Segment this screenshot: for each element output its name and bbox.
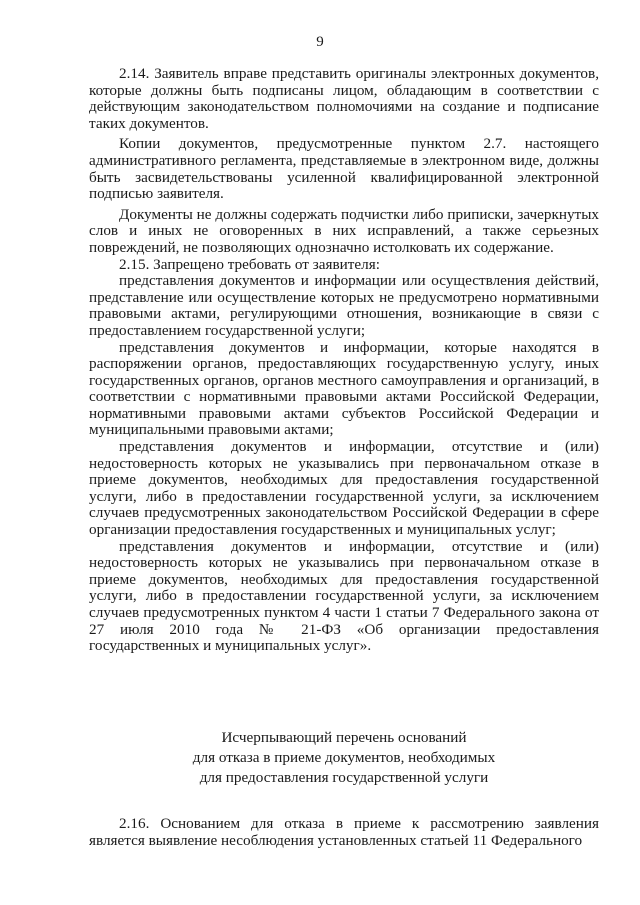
section-heading-line-3: для предоставления государственной услуги [199, 769, 489, 786]
page-number: 9 [316, 34, 324, 50]
paragraph-2-14: 2.14. Заявитель вправе представить оригиналы электронных документов, которые должны быть подписаны лицом, обладающим в соответствии с действующим законодательством полномочиями на создание и подписание таких документов. [89, 65, 599, 132]
section-heading-line-2: для отказа в приеме документов, необходимых [192, 749, 496, 766]
document-body [89, 66, 599, 655]
paragraph-no-erasures: Документы не должны содержать подчистки либо приписки, зачеркнутых слов и иных не оговоренных в них исправлений, а также серьезных повреждений, не позволяющих однозначно истолковать их содержание. [89, 205, 599, 256]
list-item-unreliable-docs-law: представления документов и информации, отсутствие и (или) недостоверность которых не указывались при первоначальном отказе в приеме документов, необходимых для предоставления государственной услуги, либо в предоставлении государственной услуги, за исключением случаев предусмотренных законодательством Российской Федерации в сфере организации предоставления государственных и муниципальных услуг; [89, 438, 599, 539]
list-item-unreliable-docs-210fz: представления документов и информации, отсутствие и (или) недостоверность которых не указывались при первоначальном отказе в приеме документов, необходимых для предоставления государственной услуги, либо в предоставлении государственной услуги, за исключением случаев предусмотренных пунктом 4 части 1 статьи 7 Федерального закона от 27 июля 2010 года № 21-ФЗ «Об организации предоставления государственных и муниципальных услуг». [89, 537, 599, 655]
paragraph-2-16: 2.16. Основанием для отказа в приеме к рассмотрению заявления является выявление несоблюдения установленных статьей 11 Федерального [89, 815, 599, 850]
paragraph-copies: Копии документов, предусмотренные пунктом 2.7. настоящего административного регламента, представляемые в электронном виде, должны быть засвидетельствованы усиленной квалифицированной электронной подписью заявителя. [89, 135, 599, 203]
list-item-documents-in-possession: представления документов и информации, которые находятся в распоряжении органов, предоставляющих государственную услугу, иных государственных органов, органов местного самоуправления и организаций, в соответствии с нормативными правовыми актами Российской Федерации, нормативными правовыми актами субъектов Российской Федерации и муниципальными правовыми актами; [89, 338, 599, 439]
list-item-actions: представления документов и информации или осуществления действий, представление или осуществление которых не предусмотрено нормативными правовыми актами, регулирующими отношения, возникающие в связи с предоставлением государственной услуги; [89, 272, 599, 339]
section-heading-line-1: Исчерпывающий перечень оснований [221, 729, 467, 746]
paragraph-2-15: 2.15. Запрещено требовать от заявителя: [119, 255, 380, 273]
section-heading [89, 728, 599, 788]
